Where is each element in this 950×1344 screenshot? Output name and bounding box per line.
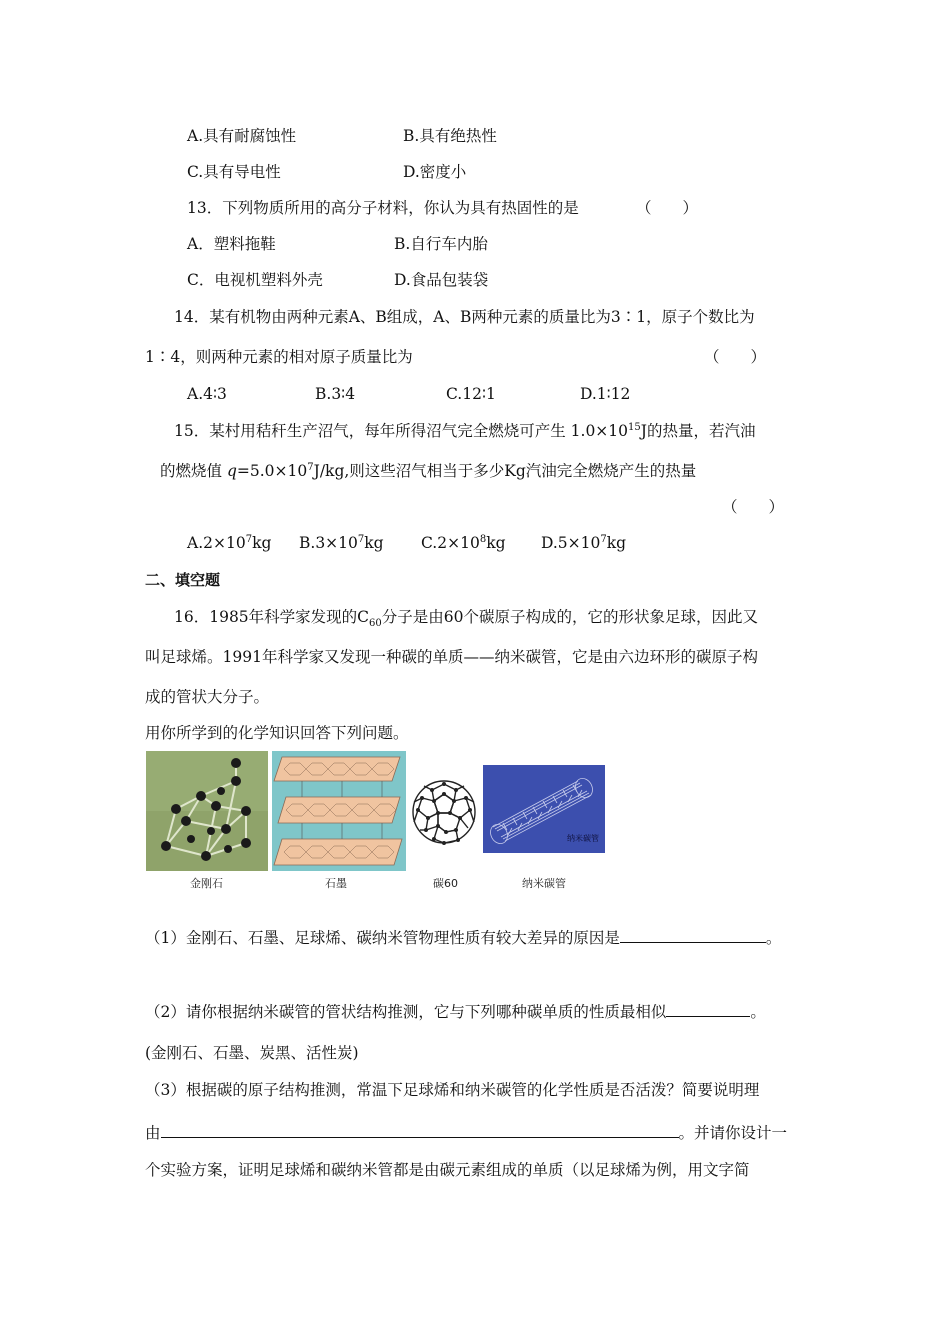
q16-part2: （2）请你根据纳米碳管的管状结构推测，它与下列哪种碳单质的性质最相似 。 <box>145 1000 766 1023</box>
q14-option-d: D.1∶12 <box>580 385 631 403</box>
q12-option-d: D.密度小 <box>403 163 467 181</box>
q12-option-c: C.具有导电性 <box>187 163 281 181</box>
section-heading: 二、填空题 <box>145 571 221 589</box>
q15-option-c: $C.2\times 10^8kg$ <box>421 533 506 552</box>
caption-c60: 碳60 <box>433 877 458 890</box>
q15-option-d: $D.5\times 10^7kg$ <box>541 533 627 552</box>
q16-part2-choices: (金刚石、石墨、炭黑、活性炭) <box>145 1044 359 1062</box>
q16-part3-line2: 由 。并请你设计一 <box>145 1121 787 1144</box>
q13-option-b: B.自行车内胎 <box>394 235 488 253</box>
q16-part1: （1）金刚石、石墨、足球烯、碳纳米管物理性质有较大差异的原因是 。 <box>145 926 781 949</box>
caption-diamond: 金刚石 <box>190 877 223 890</box>
q12-option-a: A.具有耐腐蚀性 <box>187 127 297 145</box>
q16-stem-line3: 成的管状大分子。 <box>145 688 270 706</box>
q14-answer-paren: （ ） <box>704 348 767 366</box>
q14-option-b: B.3∶4 <box>315 385 356 403</box>
c60-fullerene-image <box>408 768 480 858</box>
q16-stem-line2: 叫足球烯。1991年科学家又发现一种碳的单质——纳米碳管，它是由六边环形的碳原子构 <box>145 648 758 666</box>
q13-answer-paren: （ ） <box>636 199 699 217</box>
diamond-structure-image <box>146 751 268 871</box>
q14-option-a: A.4∶3 <box>187 385 227 403</box>
q15-option-a: $A.2\times 10^7kg$ <box>187 533 272 552</box>
q13-option-d: D.食品包装袋 <box>394 271 489 289</box>
q15-stem-line1: 15．某村用秸秆生产沼气，每年所得沼气完全燃烧可产生 $1.0\times 10^{15}J$的热量，若汽油 <box>174 421 756 440</box>
q14-stem-line2: 1∶4，则两种元素的相对原子质量比为 <box>145 348 413 366</box>
q14-stem-line1: 14．某有机物由两种元素A、B组成，A、B两种元素的质量比为3∶1，原子个数比为 <box>174 308 755 326</box>
q15-answer-paren: （ ） <box>722 498 785 516</box>
q15-option-b: $B.3\times 10^7kg$ <box>299 533 384 552</box>
q16-part3-line1: （3）根据碳的原子结构推测，常温下足球烯和纳米碳管的化学性质是否活泼？简要说明理 <box>145 1081 760 1099</box>
q12-option-b: B.具有绝热性 <box>403 127 497 145</box>
graphite-structure-image <box>272 751 406 871</box>
q13-option-a: A．塑料拖鞋 <box>187 235 276 253</box>
q14-option-c: C.12∶1 <box>446 385 496 403</box>
q16-part1-answer-blank[interactable] <box>620 926 766 943</box>
q16-part3-line3: 个实验方案，证明足球烯和碳纳米管都是由碳元素组成的单质（以足球烯为例，用文字简 <box>145 1161 750 1179</box>
nanotube-inset-label: 纳米碳管 <box>567 834 599 843</box>
q16-stem-line4: 用你所学到的化学知识回答下列问题。 <box>145 724 409 742</box>
caption-graphite: 石墨 <box>325 877 347 890</box>
q15-stem-line2: 的燃烧值 $q=5.0\times 10^7J/kg$,则这些沼气相当于多少Kg汽油完全燃烧产生的热量 <box>160 461 697 480</box>
q16-part3-answer-blank[interactable] <box>161 1121 679 1138</box>
q13-option-c: C．电视机塑料外壳 <box>187 271 323 289</box>
caption-nanotube: 纳米碳管 <box>522 877 566 890</box>
q16-part2-answer-blank[interactable] <box>666 1000 750 1017</box>
q16-stem-line1: 16．1985年科学家发现的$C_{60}$分子是由60个碳原子构成的，它的形状象足球，因此又 <box>174 608 758 630</box>
nanotube-image-frame <box>483 765 605 853</box>
q13-stem: 13．下列物质所用的高分子材料，你认为具有热固性的是 <box>187 199 579 217</box>
